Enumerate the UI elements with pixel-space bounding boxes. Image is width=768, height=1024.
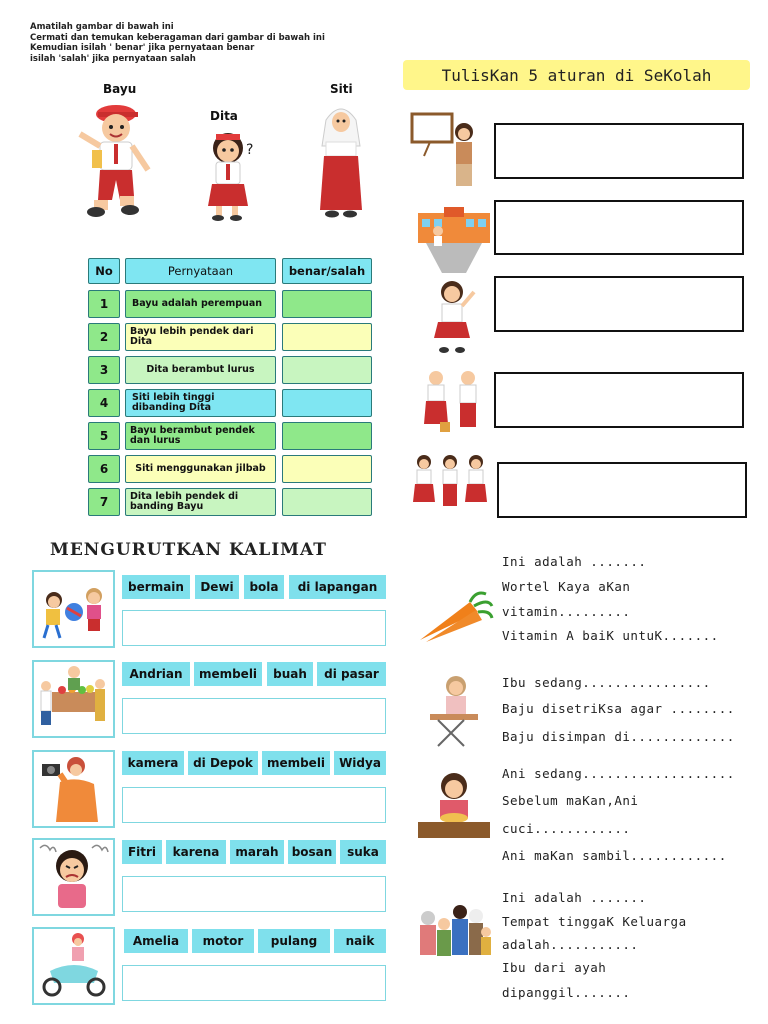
answer-cell[interactable] [282, 488, 372, 516]
carrot-illustration [416, 588, 494, 650]
picture-frame [32, 750, 115, 828]
word-tile[interactable]: Fitri [122, 840, 162, 864]
table-header-no: No [88, 258, 120, 284]
name-bayu: Bayu [103, 82, 137, 96]
carrot-line: Wortel Kaya aKan [502, 579, 631, 594]
row-statement: Dita berambut lurus [125, 356, 276, 384]
sentence-answer-2[interactable] [122, 698, 386, 734]
row-number: 1 [88, 290, 120, 318]
family-line: adalah........... [502, 937, 639, 952]
word-tile[interactable]: marah [230, 840, 284, 864]
students-cleaning-illustration [418, 368, 488, 440]
word-tile[interactable]: bosan [288, 840, 336, 864]
iron-line: Baju disetriKsa agar ........ [502, 701, 735, 716]
answer-cell[interactable] [282, 422, 372, 450]
sentence-answer-4[interactable] [122, 876, 386, 912]
rules-title: TulisKan 5 aturan di SeKolah [403, 60, 750, 90]
word-tile[interactable]: naik [334, 929, 386, 953]
eat-line: Sebelum maKan,Ani [502, 793, 639, 808]
school-illustration [416, 205, 492, 277]
row-statement: Bayu lebih pendek dari Dita [125, 323, 276, 351]
family-line: Ibu dari ayah [502, 960, 607, 975]
bayu-figure [72, 100, 152, 222]
word-tile[interactable]: bermain [122, 575, 190, 599]
word-tile[interactable]: membeli [194, 662, 262, 686]
rule-input-1[interactable] [494, 123, 744, 179]
row-number: 4 [88, 389, 120, 417]
word-tile[interactable]: Widya [334, 751, 386, 775]
name-siti: Siti [330, 82, 353, 96]
carrot-line: vitamin......... [502, 604, 631, 619]
three-students-illustration [410, 452, 490, 524]
iron-line: Ibu sedang................ [502, 675, 711, 690]
row-number: 2 [88, 323, 120, 351]
girl-illustration [430, 278, 478, 360]
row-statement: Dita lebih pendek di banding Bayu [125, 488, 276, 516]
answer-cell[interactable] [282, 455, 372, 483]
iron-line: Baju disimpan di............. [502, 729, 735, 744]
svg-text:?: ? [246, 142, 254, 158]
name-dita: Dita [210, 109, 238, 123]
eat-line: cuci............ [502, 821, 631, 836]
eating-illustration [416, 770, 492, 846]
instruction-line: Amatilah gambar di bawah ini [30, 22, 174, 32]
word-tile[interactable]: di lapangan [289, 575, 386, 599]
family-line: Ini adalah ....... [502, 890, 647, 905]
rule-input-5[interactable] [497, 462, 747, 518]
dita-figure [200, 128, 260, 222]
rule-input-4[interactable] [494, 372, 744, 428]
row-statement: Siti lebih tinggi dibanding Dita [125, 389, 276, 417]
siti-figure [316, 102, 366, 222]
teacher-illustration [410, 110, 480, 194]
picture-frame [32, 927, 115, 1005]
word-tile[interactable]: suka [340, 840, 386, 864]
answer-cell[interactable] [282, 290, 372, 318]
picture-frame [32, 570, 115, 648]
picture-frame [32, 838, 115, 916]
word-tile[interactable]: di Depok [188, 751, 258, 775]
family-illustration [414, 902, 494, 970]
word-tile[interactable]: membeli [262, 751, 330, 775]
sentence-answer-3[interactable] [122, 787, 386, 823]
row-number: 6 [88, 455, 120, 483]
section-title: MENGURUTKAN KALIMAT [50, 540, 327, 560]
carrot-line: Ini adalah ....... [502, 554, 647, 569]
word-tile[interactable]: Dewi [195, 575, 239, 599]
sentence-answer-5[interactable] [122, 965, 386, 1001]
rule-input-2[interactable] [494, 200, 744, 255]
word-tile[interactable]: pulang [258, 929, 330, 953]
word-tile[interactable]: Amelia [124, 929, 188, 953]
table-header-statement: Pernyataan [125, 258, 276, 284]
row-statement: Bayu adalah perempuan [125, 290, 276, 318]
word-tile[interactable]: buah [267, 662, 313, 686]
rule-input-3[interactable] [494, 276, 744, 332]
word-tile[interactable]: Andrian [122, 662, 190, 686]
row-number: 3 [88, 356, 120, 384]
instruction-line: Cermati dan temukan keberagaman dari gambar di bawah ini [30, 32, 325, 43]
row-statement: Siti menggunakan jilbab [125, 455, 276, 483]
eat-line: Ani maKan sambil............ [502, 848, 727, 863]
answer-cell[interactable] [282, 389, 372, 417]
sentence-answer-1[interactable] [122, 610, 386, 646]
family-line: dipanggil....... [502, 985, 631, 1000]
word-tile[interactable]: di pasar [317, 662, 386, 686]
answer-cell[interactable] [282, 356, 372, 384]
row-number: 5 [88, 422, 120, 450]
row-statement: Bayu berambut pendek dan lurus [125, 422, 276, 450]
carrot-line: Vitamin A baiK untuK....... [502, 628, 719, 643]
word-tile[interactable]: motor [192, 929, 254, 953]
ironing-illustration [424, 672, 484, 754]
answer-cell[interactable] [282, 323, 372, 351]
instructions [30, 22, 325, 64]
word-tile[interactable]: bola [244, 575, 284, 599]
instruction-line: isilah 'salah' jika pernyataan salah [30, 53, 196, 64]
instruction-line: Kemudian isilah ' benar' jika pernyataan benar [30, 43, 255, 53]
word-tile[interactable]: kamera [122, 751, 184, 775]
picture-frame [32, 660, 115, 738]
eat-line: Ani sedang................... [502, 766, 735, 781]
family-line: Tempat tinggaK Keluarga [502, 914, 687, 929]
word-tile[interactable]: karena [166, 840, 226, 864]
row-number: 7 [88, 488, 120, 516]
table-header-answer: benar/salah [282, 258, 372, 284]
